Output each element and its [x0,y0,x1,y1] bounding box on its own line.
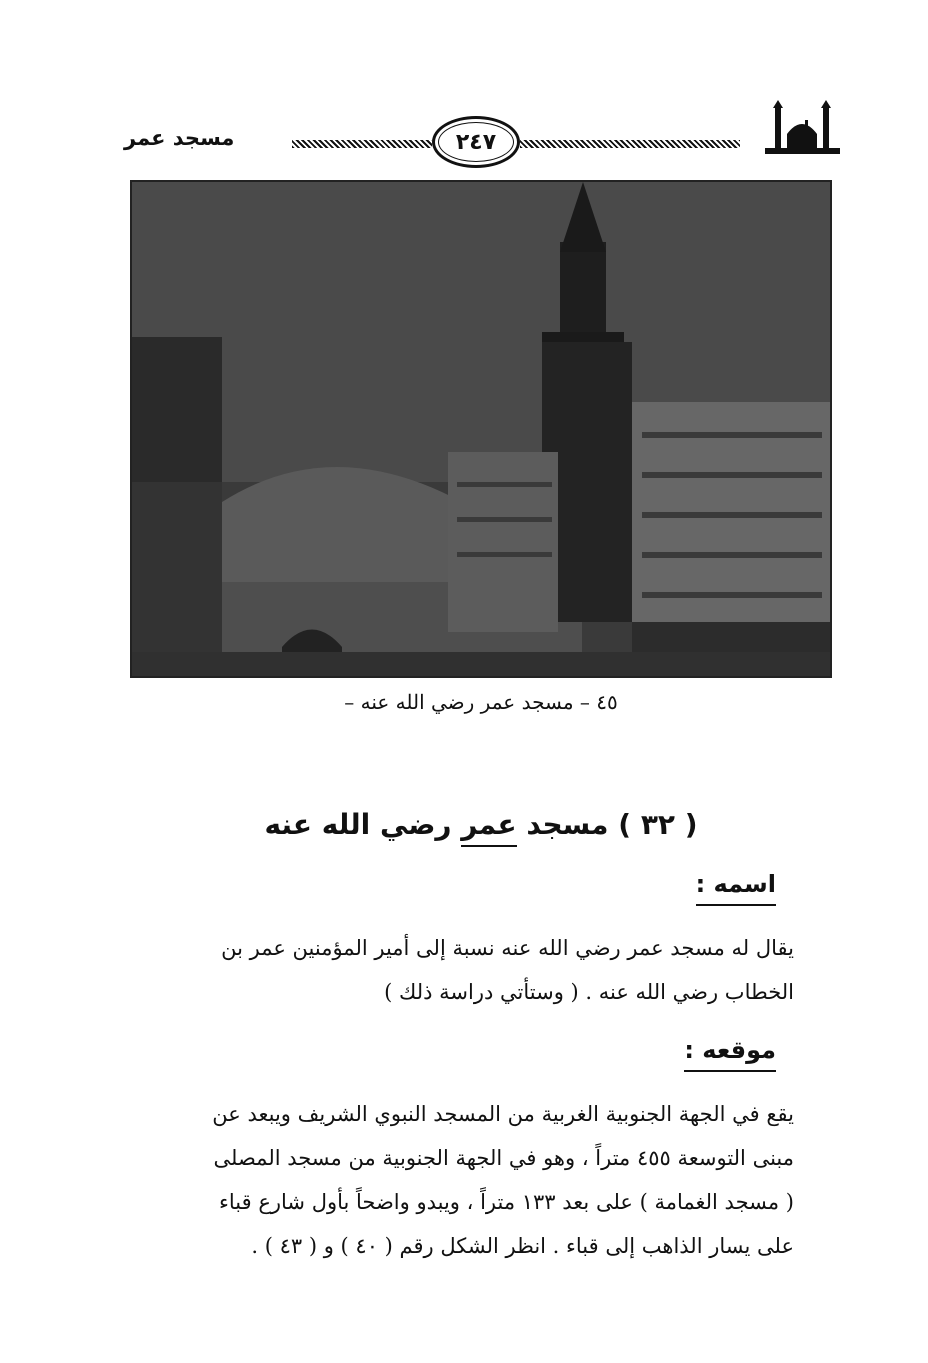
section-title-word: مسجد [526,808,609,841]
paragraph-line: ( مسجد الغمامة ) على بعد ١٣٣ متراً ، ويبدو واضحاً بأول شارع قباء [219,1190,794,1214]
paragraph-line: يقال له مسجد عمر رضي الله عنه نسبة إلى أمير المؤمنين عمر بن [221,936,794,960]
page-number: ٢٤٧ [455,129,497,155]
page-number-badge [432,116,520,168]
paragraph-line: الخطاب رضي الله عنه . ( وستأتي دراسة ذلك ) [384,980,794,1004]
location-paragraph [130,1092,830,1268]
location-heading: موقعه : [684,1036,776,1072]
running-title: مسجد عمر [124,126,235,150]
mosque-photo [130,180,832,678]
paragraph-line: مبنى التوسعة ٤٥٥ متراً ، وهو في الجهة الجنوبية من مسجد المصلى [213,1146,794,1170]
section-title [130,808,832,841]
paragraph-line: يقع في الجهة الجنوبية الغربية من المسجد النبوي الشريف ويبعد عن [212,1102,794,1126]
name-heading: اسمه : [696,870,776,906]
section-title-underlined: عمر [461,808,516,847]
figure-caption: ٤٥ – مسجد عمر رضي الله عنه – [344,690,618,714]
section-title-rest: رضي الله عنه [264,808,452,841]
page-header [120,100,840,190]
mosque-silhouette-icon [765,100,840,160]
section-number: ( ٣٢ ) [618,808,698,841]
header-rule-right [520,140,740,148]
paragraph-line: على يسار الذاهب إلى قباء . انظر الشكل رقم ( ٤٠ ) و ( ٤٣ ) . [251,1234,794,1258]
header-rule-left [292,140,432,148]
name-paragraph [130,926,830,1014]
